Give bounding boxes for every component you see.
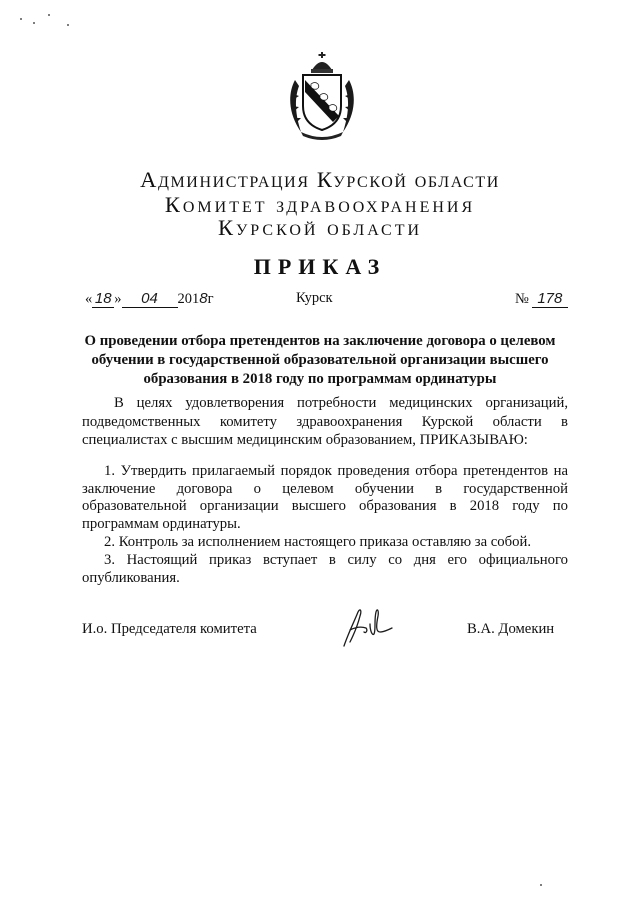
order-item: 2. Контроль за исполнением настоящего приказа оставляю за собой.: [104, 534, 531, 550]
date-month: 04: [122, 290, 178, 308]
header-line-administration: Администрация Курской области: [140, 167, 500, 192]
scan-speck: [20, 18, 22, 20]
scan-speck: [67, 24, 69, 26]
date-year-suffix: 8: [199, 290, 208, 307]
date-year-prefix: 201: [177, 291, 200, 307]
date-day: 18: [92, 290, 114, 308]
document-type-title: ПРИКАЗ: [253, 254, 387, 279]
signatory-name: В.А. Домекин: [467, 621, 555, 637]
scan-speck: [48, 14, 50, 16]
city-name: Курск: [296, 290, 333, 306]
signatory-role: И.о. Председателя комитета: [82, 621, 257, 637]
date-open-quote: «: [85, 291, 93, 307]
preamble-paragraph: В целях удовлетворения потребности медицинских организаций, подведомственных комитету здравоохранения Курской области в специалистах с высшим медицинским образованием, ПРИКАЗЫВАЮ:: [82, 395, 568, 448]
order-title: О проведении отбора претендентов на заключение договора о целевом обучении в государственной образовательной организации высшего образования в 2018 году по программам ординатуры: [84, 333, 556, 387]
order-number: [515, 290, 568, 308]
header-line-committee: Комитет здравоохранения: [164, 192, 476, 217]
coat-of-arms-emblem: [287, 50, 357, 142]
handwritten-signature: [336, 604, 396, 650]
date-year-unit: г: [207, 291, 214, 307]
scan-speck: [33, 22, 35, 24]
order-date: [85, 290, 214, 308]
order-item: 3. Настоящий приказ вступает в силу со дня его официального опубликования.: [82, 552, 568, 586]
scan-speck: [540, 884, 542, 886]
order-item: 1. Утвердить прилагаемый порядок проведения отбора претендентов на заключение договора о целевом обучении в государственной образовательной организации высшего образования в 2018 году по программам ординатуры.: [82, 463, 568, 532]
number-value: 178: [532, 290, 568, 308]
header-line-region: Курской области: [217, 215, 423, 240]
number-sign: №: [515, 291, 529, 307]
date-close-quote: »: [114, 291, 122, 307]
